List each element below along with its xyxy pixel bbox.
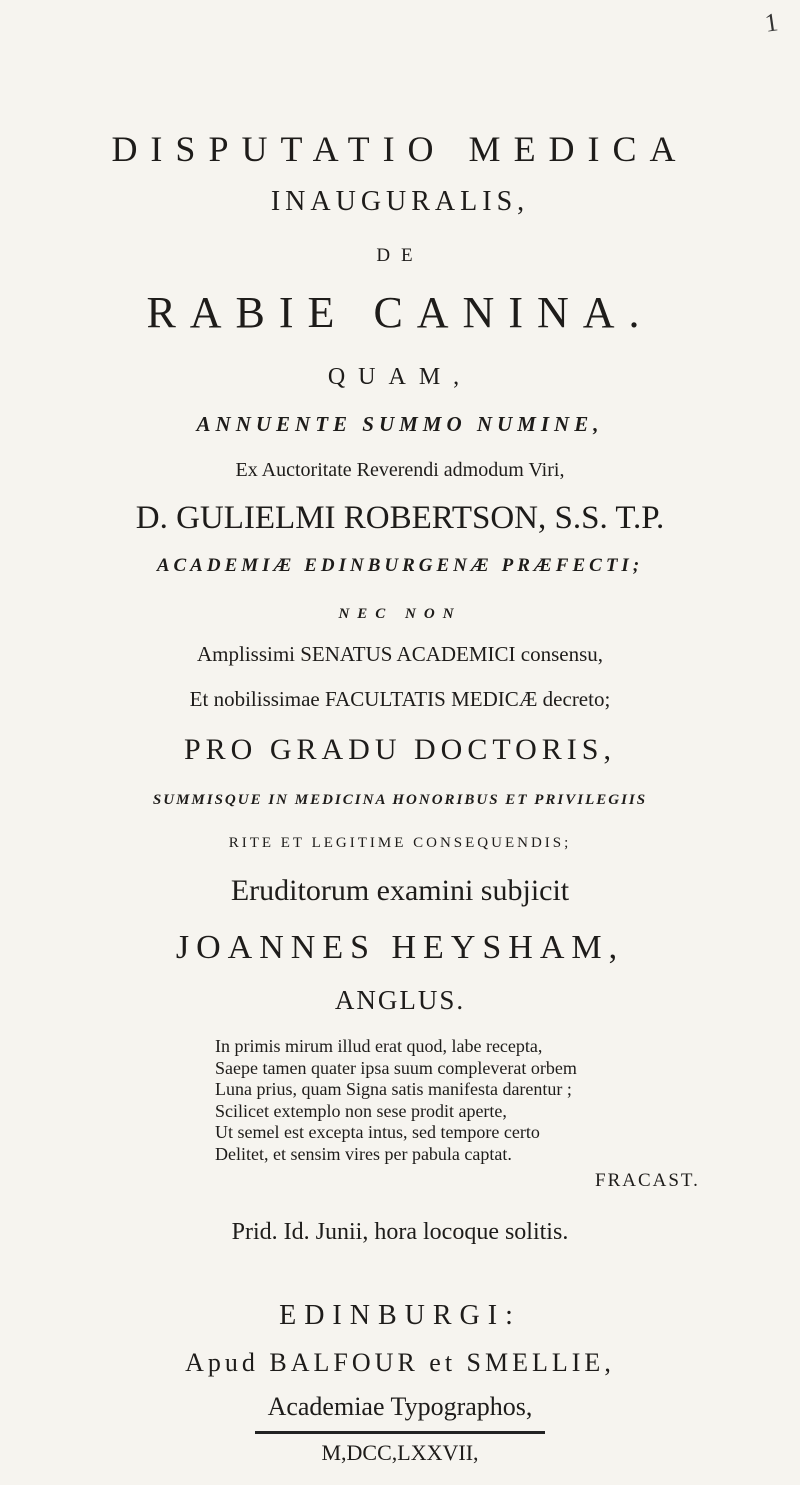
summisque-line: SUMMISQUE IN MEDICINA HONORIBUS ET PRIVILEGIIS bbox=[152, 792, 648, 808]
title-line-4: RABIE CANINA. bbox=[146, 288, 654, 337]
date-line: Prid. Id. Junii, hora locoque solitis. bbox=[231, 1219, 569, 1245]
poem-line: Luna prius, quam Signa satis manifesta darentur ; bbox=[215, 1079, 572, 1099]
robertson-line: D. GULIELMI ROBERTSON, S.S. T.P. bbox=[135, 500, 665, 536]
senatus-line: Amplissimi SENATUS ACADEMICI consensu, bbox=[196, 642, 604, 666]
imprint-printers: Apud BALFOUR et SMELLIE, bbox=[185, 1348, 615, 1377]
imprint-city: EDINBURGI: bbox=[279, 1300, 521, 1331]
title-line-2: INAUGURALIS, bbox=[270, 186, 530, 217]
poem-line: Delitet, et sensim vires per pabula captat. bbox=[215, 1143, 512, 1164]
title-line-1: DISPUTATIO MEDICA bbox=[111, 129, 689, 169]
imprint-role: Academiae Typographos, bbox=[267, 1392, 533, 1421]
poem-line: Saepe tamen quater ipsa suum compleverat orbem bbox=[215, 1057, 577, 1078]
quam-line: QUAM, bbox=[327, 364, 473, 390]
imprint-rule bbox=[255, 1431, 545, 1434]
anglus-line: ANGLUS. bbox=[334, 985, 466, 1015]
poem-attribution: FRACAST. bbox=[595, 1170, 700, 1191]
academiae-line: ACADEMIÆ EDINBURGENÆ PRÆFECTI; bbox=[156, 555, 644, 576]
poem-line: In primis mirum illud erat quod, labe recepta, bbox=[215, 1036, 543, 1056]
poem-line: Ut semel est excepta intus, sed tempore certo bbox=[215, 1122, 540, 1142]
author-name: JOANNES HEYSHAM, bbox=[175, 929, 625, 966]
imprint-year: M,DCC,LXXVII, bbox=[321, 1440, 479, 1465]
corner-handwritten-mark: 1 bbox=[762, 7, 780, 38]
pro-gradu-line: PRO GRADU DOCTORIS, bbox=[183, 733, 616, 766]
poem-line: Scilicet extemplo non sese prodit aperte, bbox=[215, 1100, 507, 1121]
epigraph-poem bbox=[215, 1036, 735, 1165]
rite-line: RITE ET LEGITIME CONSEQUENDIS; bbox=[228, 835, 572, 851]
eruditorum-line: Eruditorum examini subjicit bbox=[230, 874, 570, 907]
title-line-3: DE bbox=[376, 245, 424, 266]
facultatis-line: Et nobilissimae FACULTATIS MEDICÆ decreto; bbox=[189, 687, 611, 711]
auctoritate-line: Ex Auctoritate Reverendi admodum Viri, bbox=[235, 459, 565, 481]
nec-non-line: NEC NON bbox=[338, 606, 462, 622]
annuente-line: ANNUENTE SUMMO NUMINE, bbox=[196, 412, 604, 436]
